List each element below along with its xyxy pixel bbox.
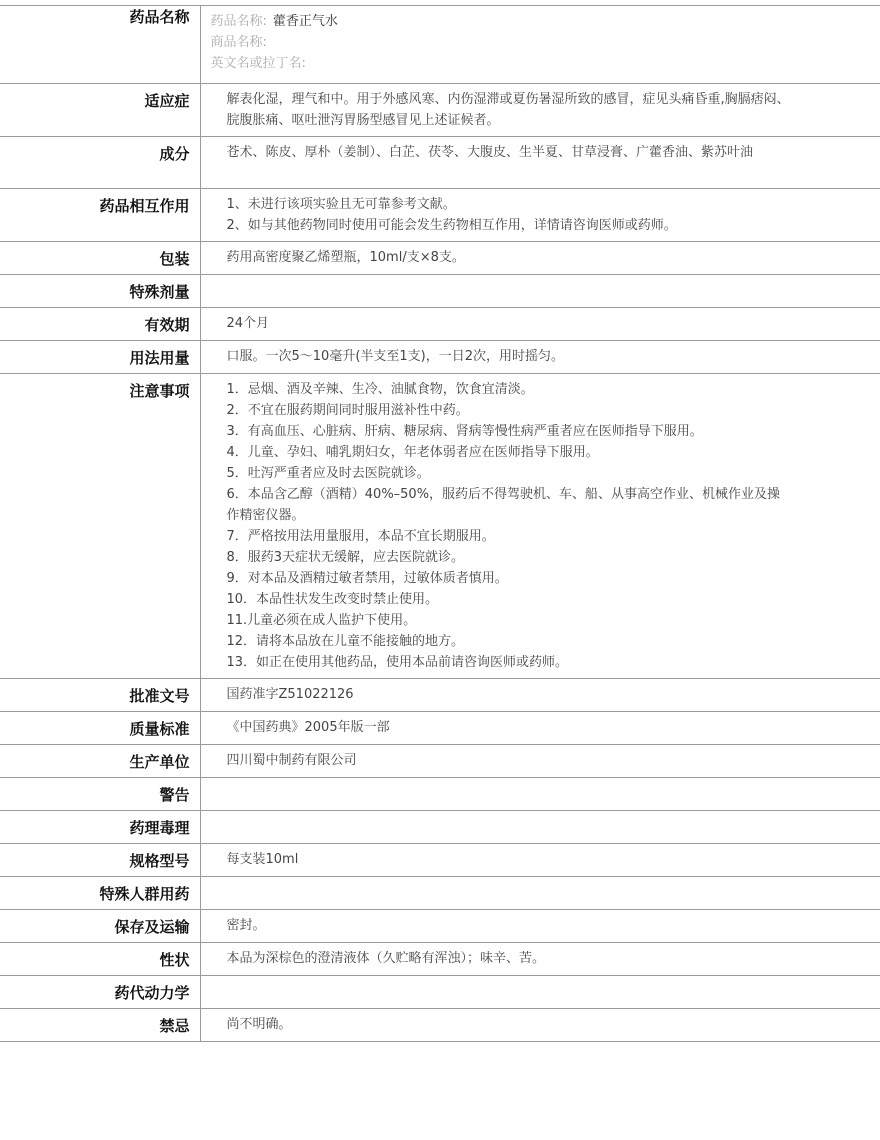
precaution-item: 11.儿童必须在成人监护下使用。 — [226, 613, 417, 628]
warning-text — [200, 778, 880, 811]
row-label: 药品名称 — [0, 6, 200, 84]
row-interaction — [0, 189, 880, 242]
drug-info-table — [0, 5, 880, 1042]
row-usage — [0, 341, 880, 374]
row-spec — [0, 844, 880, 877]
row-warning — [0, 778, 880, 811]
row-pharmacokinetics — [0, 976, 880, 1009]
package-text: 药用高密度聚乙烯塑瓶，10ml/支×8支。 — [200, 242, 880, 275]
precaution-item: 4．儿童、孕妇、哺乳期妇女，年老体弱者应在医师指导下服用。 — [226, 445, 599, 460]
row-indication — [0, 84, 880, 137]
row-validity — [0, 308, 880, 341]
validity-text: 24个月 — [200, 308, 880, 341]
generic-name-line — [211, 11, 791, 32]
row-label: 性状 — [0, 943, 200, 976]
precautions-list — [200, 374, 880, 679]
row-approval — [0, 679, 880, 712]
row-label: 批准文号 — [0, 679, 200, 712]
precaution-item: 1．忌烟、酒及辛辣、生冷、油腻食物，饮食宜清淡。 — [226, 382, 534, 397]
approval-text: 国药准字Z51022126 — [200, 679, 880, 712]
special-groups-text — [200, 877, 880, 910]
row-label: 注意事项 — [0, 374, 200, 679]
row-standard — [0, 712, 880, 745]
precaution-item: 7．严格按用法用量服用，本品不宜长期服用。 — [226, 529, 495, 544]
precaution-item: 2．不宜在服药期间同时服用滋补性中药。 — [226, 403, 469, 418]
row-package — [0, 242, 880, 275]
special-dose-text — [200, 275, 880, 308]
row-manufacturer — [0, 745, 880, 778]
row-precautions — [0, 374, 880, 679]
row-label: 成分 — [0, 137, 200, 189]
row-label: 特殊人群用药 — [0, 877, 200, 910]
row-label: 生产单位 — [0, 745, 200, 778]
manufacturer-text: 四川蜀中制药有限公司 — [200, 745, 880, 778]
row-special-dose — [0, 275, 880, 308]
row-label: 警告 — [0, 778, 200, 811]
trade-name-label: 商品名称: — [210, 35, 267, 50]
precaution-item: 13．如正在使用其他药品，使用本品前请咨询医师或药师。 — [226, 655, 569, 670]
precaution-item: 9．对本品及酒精过敏者禁用，过敏体质者慎用。 — [226, 571, 508, 586]
contraindications-text: 尚不明确。 — [200, 1009, 880, 1042]
row-label: 药代动力学 — [0, 976, 200, 1009]
standard-text: 《中国药典》2005年版一部 — [200, 712, 880, 745]
row-label: 规格型号 — [0, 844, 200, 877]
interaction-item: 1、未进行该项实验且无可靠参考文献。 — [226, 197, 456, 212]
precaution-item: 12．请将本品放在儿童不能接触的地方。 — [226, 634, 465, 649]
row-special-groups — [0, 877, 880, 910]
precaution-item: 10．本品性状发生改变时禁止使用。 — [226, 592, 439, 607]
row-label: 药品相互作用 — [0, 189, 200, 242]
drug-name-block — [200, 6, 880, 84]
row-label: 特殊剂量 — [0, 275, 200, 308]
interaction-list — [200, 189, 880, 242]
row-label: 药理毒理 — [0, 811, 200, 844]
english-name-label: 英文名或拉丁名: — [210, 56, 306, 71]
generic-name-value: 藿香正气水 — [272, 14, 338, 29]
row-label: 保存及运输 — [0, 910, 200, 943]
toxicology-text — [200, 811, 880, 844]
row-label: 包装 — [0, 242, 200, 275]
precaution-item: 8．服药3天症状无缓解，应去医院就诊。 — [226, 550, 465, 565]
interaction-item: 2、如与其他药物同时使用可能会发生药物相互作用，详情请咨询医师或药师。 — [226, 218, 677, 233]
pharmacokinetics-text — [200, 976, 880, 1009]
row-label: 有效期 — [0, 308, 200, 341]
row-ingredients — [0, 137, 880, 189]
row-label: 禁忌 — [0, 1009, 200, 1042]
row-appearance — [0, 943, 880, 976]
row-label: 质量标准 — [0, 712, 200, 745]
row-label: 适应症 — [0, 84, 200, 137]
precaution-item: 3．有高血压、心脏病、肝病、糖尿病、肾病等慢性病严重者应在医师指导下服用。 — [226, 424, 703, 439]
spec-text: 每支装10ml — [200, 844, 880, 877]
row-storage — [0, 910, 880, 943]
row-contraindications — [0, 1009, 880, 1042]
storage-text: 密封。 — [200, 910, 880, 943]
generic-name-label: 药品名称: — [210, 14, 267, 29]
row-label: 用法用量 — [0, 341, 200, 374]
row-toxicology — [0, 811, 880, 844]
indication-text: 解表化湿，理气和中。用于外感风寒、内伤湿滞或夏伤暑湿所致的感冒，症见头痛昏重,胸膈痞闷、脘腹胀痛、呕吐泄泻胃肠型感冒见上述证候者。 — [200, 84, 880, 137]
usage-text: 口服。一次5～10毫升(半支至1支)，一日2次，用时摇匀。 — [200, 341, 880, 374]
precaution-item: 6．本品含乙醇（酒精）40%–50%，服药后不得驾驶机、车、船、从事高空作业、机械作业及操作精密仪器。 — [226, 487, 781, 523]
row-drug-name — [0, 6, 880, 84]
appearance-text: 本品为深棕色的澄清液体（久贮略有浑浊）；味辛、苦。 — [200, 943, 880, 976]
precaution-item: 5．吐泻严重者应及时去医院就诊。 — [226, 466, 430, 481]
ingredients-text: 苍术、陈皮、厚朴（姜制）、白芷、茯苓、大腹皮、生半夏、甘草浸膏、广藿香油、紫苏叶油 — [200, 137, 880, 189]
